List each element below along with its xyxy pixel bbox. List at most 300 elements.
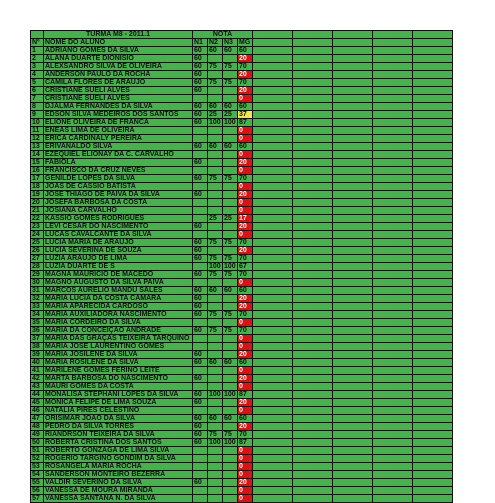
- grade-average[interactable]: 87: [238, 439, 253, 447]
- row-number[interactable]: 36: [31, 327, 44, 335]
- grade-n2[interactable]: [208, 367, 223, 375]
- cell[interactable]: [373, 375, 413, 383]
- cell[interactable]: [373, 199, 413, 207]
- row-number[interactable]: 53: [31, 463, 44, 471]
- student-name[interactable]: LUCIA SEVERINA DE SOUZA: [44, 247, 193, 255]
- cell[interactable]: [333, 151, 373, 159]
- grades-group-header[interactable]: NOTA: [193, 31, 253, 39]
- cell[interactable]: [413, 55, 453, 63]
- grade-n3[interactable]: 75: [223, 311, 238, 319]
- cell[interactable]: [333, 367, 373, 375]
- grade-n3[interactable]: 60: [223, 103, 238, 111]
- row-number[interactable]: 34: [31, 311, 44, 319]
- student-name[interactable]: ROBERTO GONZAGA DE LIMA SILVA: [44, 447, 193, 455]
- grade-n3[interactable]: [223, 183, 238, 191]
- cell[interactable]: [413, 255, 453, 263]
- cell[interactable]: [373, 207, 413, 215]
- cell[interactable]: [253, 455, 293, 463]
- grade-average[interactable]: 60: [238, 143, 253, 151]
- grade-n1[interactable]: [193, 199, 208, 207]
- cell[interactable]: [293, 127, 333, 135]
- row-number[interactable]: 35: [31, 319, 44, 327]
- row-number[interactable]: 27: [31, 255, 44, 263]
- grade-n1[interactable]: 60: [193, 439, 208, 447]
- cell[interactable]: [413, 271, 453, 279]
- cell[interactable]: [333, 439, 373, 447]
- cell[interactable]: [413, 279, 453, 287]
- grade-average[interactable]: 0: [238, 199, 253, 207]
- grade-n2[interactable]: [208, 319, 223, 327]
- grade-n2[interactable]: [208, 383, 223, 391]
- grade-n3[interactable]: [223, 407, 238, 415]
- row-number[interactable]: 57: [31, 495, 44, 503]
- student-name[interactable]: GENILDE LOPES DA SILVA: [44, 175, 193, 183]
- grade-n3[interactable]: [223, 495, 238, 503]
- cell[interactable]: [333, 295, 373, 303]
- cell[interactable]: [413, 207, 453, 215]
- cell[interactable]: [413, 103, 453, 111]
- cell[interactable]: [293, 455, 333, 463]
- grade-average[interactable]: 20: [238, 71, 253, 79]
- grade-average[interactable]: 0: [238, 183, 253, 191]
- grade-n1[interactable]: 60: [193, 71, 208, 79]
- grade-average[interactable]: 70: [238, 311, 253, 319]
- cell[interactable]: [413, 487, 453, 495]
- cell[interactable]: [373, 495, 413, 503]
- grade-n2[interactable]: 100: [209, 263, 221, 270]
- cell[interactable]: [333, 399, 373, 407]
- cell[interactable]: [373, 271, 413, 279]
- cell[interactable]: [373, 247, 413, 255]
- cell[interactable]: [333, 167, 373, 175]
- grade-n1[interactable]: [193, 167, 208, 175]
- grade-n1[interactable]: [193, 127, 208, 135]
- row-number[interactable]: 49: [31, 431, 44, 439]
- grade-average[interactable]: 17: [238, 215, 253, 223]
- cell[interactable]: [253, 439, 293, 447]
- grade-average[interactable]: 60: [238, 47, 253, 55]
- grade-n3[interactable]: 75: [223, 79, 238, 87]
- row-number[interactable]: 22: [31, 215, 44, 223]
- grade-n3[interactable]: [223, 71, 238, 79]
- grade-average[interactable]: 20: [238, 87, 253, 95]
- cell[interactable]: [253, 319, 293, 327]
- grade-n1[interactable]: 60: [193, 119, 208, 127]
- cell[interactable]: [373, 71, 413, 79]
- cell[interactable]: [373, 223, 413, 231]
- grade-n2[interactable]: [208, 95, 223, 103]
- cell[interactable]: [373, 183, 413, 191]
- cell[interactable]: [293, 447, 333, 455]
- cell[interactable]: [293, 231, 333, 239]
- cell[interactable]: [293, 47, 333, 55]
- grade-n2[interactable]: [208, 487, 223, 495]
- grade-average[interactable]: 0: [238, 367, 253, 375]
- row-number[interactable]: 10: [31, 119, 44, 127]
- cell[interactable]: [253, 135, 293, 143]
- grade-average[interactable]: 0: [238, 455, 253, 463]
- row-number[interactable]: 6: [31, 87, 44, 95]
- grade-average[interactable]: 70: [238, 239, 253, 247]
- grade-average[interactable]: 0: [238, 335, 253, 343]
- student-name[interactable]: SANDERSON MONTEIRO BEZERRA: [44, 471, 193, 479]
- grade-average[interactable]: 20: [238, 479, 253, 487]
- grade-n1[interactable]: [193, 447, 208, 455]
- grade-average[interactable]: 87: [238, 119, 253, 127]
- grade-average[interactable]: 20: [238, 399, 253, 407]
- row-number[interactable]: 52: [31, 455, 44, 463]
- grade-n2[interactable]: 100: [209, 391, 221, 398]
- cell[interactable]: [293, 319, 333, 327]
- student-name[interactable]: MONALISA STEPHANI LOPES DA SILVA: [44, 391, 193, 399]
- cell[interactable]: [293, 135, 333, 143]
- grade-n2[interactable]: 75: [208, 255, 223, 263]
- student-name[interactable]: ERICA CARDINALY PEREIRA: [44, 135, 193, 143]
- grade-n2[interactable]: [208, 463, 223, 471]
- grade-average[interactable]: 70: [238, 255, 253, 263]
- cell[interactable]: [373, 487, 413, 495]
- grade-n1[interactable]: 60: [193, 111, 208, 119]
- row-number[interactable]: 50: [31, 439, 44, 447]
- cell[interactable]: [333, 319, 373, 327]
- row-number[interactable]: 42: [31, 375, 44, 383]
- grade-n3[interactable]: 60: [223, 143, 238, 151]
- grade-average[interactable]: 37: [238, 111, 253, 119]
- grade-n1[interactable]: 60: [193, 351, 208, 359]
- cell[interactable]: [293, 279, 333, 287]
- col-header-name[interactable]: NOME DO ALUNO: [44, 39, 193, 47]
- student-name[interactable]: LUCIA MARIA DE ARAUJO: [44, 239, 193, 247]
- cell[interactable]: [333, 351, 373, 359]
- grade-n2[interactable]: [208, 495, 223, 503]
- grade-n1[interactable]: 60: [193, 271, 208, 279]
- col-header-n1[interactable]: N1: [193, 39, 208, 47]
- grade-n2[interactable]: [208, 135, 223, 143]
- cell[interactable]: [333, 183, 373, 191]
- row-number[interactable]: 41: [31, 367, 44, 375]
- cell[interactable]: [413, 239, 453, 247]
- grade-average[interactable]: 60: [238, 415, 253, 423]
- student-name[interactable]: DJALMA FERNANDES DA SILVA: [44, 103, 193, 111]
- grade-average[interactable]: 0: [238, 487, 253, 495]
- cell[interactable]: [373, 311, 413, 319]
- grade-n1[interactable]: [193, 463, 208, 471]
- cell[interactable]: [253, 399, 293, 407]
- cell[interactable]: [333, 47, 373, 55]
- student-name[interactable]: ALEXSANDRO SILVA DE OLIVEIRA: [44, 63, 193, 71]
- row-number[interactable]: 20: [31, 199, 44, 207]
- grade-n1[interactable]: 60: [193, 295, 208, 303]
- cell[interactable]: [373, 143, 413, 151]
- grade-n2[interactable]: 75: [208, 271, 223, 279]
- cell[interactable]: [373, 359, 413, 367]
- student-name[interactable]: VALDIR SEVERINO DA SILVA: [44, 479, 193, 487]
- grade-average[interactable]: 70: [238, 63, 253, 71]
- cell[interactable]: [373, 63, 413, 71]
- grade-n3[interactable]: 100: [224, 391, 236, 398]
- row-number[interactable]: 47: [31, 415, 44, 423]
- cell[interactable]: [293, 71, 333, 79]
- cell[interactable]: [253, 415, 293, 423]
- grade-n1[interactable]: 60: [193, 103, 208, 111]
- grade-n3[interactable]: 25: [223, 215, 238, 223]
- cell[interactable]: [333, 471, 373, 479]
- student-name[interactable]: FABIOLA: [44, 159, 193, 167]
- student-name[interactable]: MARILENE GOMES FERINO LEITE: [44, 367, 193, 375]
- row-number[interactable]: 18: [31, 183, 44, 191]
- grade-n1[interactable]: [193, 183, 208, 191]
- cell[interactable]: [333, 279, 373, 287]
- grade-n1[interactable]: 60: [193, 143, 208, 151]
- cell[interactable]: [253, 407, 293, 415]
- row-number[interactable]: 39: [31, 351, 44, 359]
- cell[interactable]: [333, 415, 373, 423]
- row-number[interactable]: 17: [31, 175, 44, 183]
- row-number[interactable]: 28: [31, 263, 44, 271]
- cell[interactable]: [413, 71, 453, 79]
- cell[interactable]: [413, 479, 453, 487]
- grade-n2[interactable]: [208, 191, 223, 199]
- grade-n1[interactable]: 60: [193, 375, 208, 383]
- class-title[interactable]: TURMA M8 - 2011.1: [44, 31, 193, 39]
- cell[interactable]: [373, 151, 413, 159]
- grade-average[interactable]: 0: [238, 447, 253, 455]
- cell[interactable]: [253, 159, 293, 167]
- student-name[interactable]: MARIA ROSILENE DA SILVA: [44, 359, 193, 367]
- student-name[interactable]: MARIA JOSILENE DA SILVA: [44, 351, 193, 359]
- grade-n2[interactable]: 75: [208, 431, 223, 439]
- grade-n3[interactable]: 60: [223, 359, 238, 367]
- cell[interactable]: [373, 279, 413, 287]
- student-name[interactable]: KASSIO GOMES RODRIGUES: [44, 215, 193, 223]
- student-name[interactable]: LUCAS CAVALCANTE DA SILVA: [44, 231, 193, 239]
- row-number[interactable]: 48: [31, 423, 44, 431]
- cell[interactable]: [253, 31, 293, 39]
- grade-average[interactable]: 70: [238, 271, 253, 279]
- grade-average[interactable]: 60: [238, 287, 253, 295]
- grade-n2[interactable]: 75: [208, 175, 223, 183]
- cell[interactable]: [333, 71, 373, 79]
- row-number[interactable]: 45: [31, 399, 44, 407]
- cell[interactable]: [333, 191, 373, 199]
- cell[interactable]: [373, 431, 413, 439]
- cell[interactable]: [373, 167, 413, 175]
- cell[interactable]: [333, 407, 373, 415]
- student-name[interactable]: ROBERTA CRISTINA DOS SANTOS: [44, 439, 193, 447]
- row-number[interactable]: 23: [31, 223, 44, 231]
- cell[interactable]: [293, 183, 333, 191]
- student-name[interactable]: MARIA LUCIA DA COSTA CAMARA: [44, 295, 193, 303]
- cell[interactable]: [413, 367, 453, 375]
- cell[interactable]: [333, 311, 373, 319]
- cell[interactable]: [293, 111, 333, 119]
- student-name[interactable]: MARIA DA CONCEIÇÃO ANDRADE: [44, 327, 193, 335]
- grade-n3[interactable]: [223, 199, 238, 207]
- cell[interactable]: [413, 359, 453, 367]
- student-name[interactable]: ORISIMAR JOAO DA SILVA: [44, 415, 193, 423]
- grade-average[interactable]: 20: [238, 303, 253, 311]
- row-number[interactable]: 37: [31, 335, 44, 343]
- cell[interactable]: [373, 399, 413, 407]
- cell[interactable]: [413, 175, 453, 183]
- cell[interactable]: [293, 487, 333, 495]
- student-name[interactable]: CRISTIANE SUELI ALVES: [44, 95, 193, 103]
- cell[interactable]: [333, 239, 373, 247]
- cell[interactable]: [253, 231, 293, 239]
- cell[interactable]: [253, 239, 293, 247]
- grade-average[interactable]: 70: [238, 327, 253, 335]
- grade-n3[interactable]: [223, 151, 238, 159]
- student-name[interactable]: JOAS DE CASSIO BATISTA: [44, 183, 193, 191]
- grade-n1[interactable]: 60: [193, 191, 208, 199]
- cell[interactable]: [373, 439, 413, 447]
- student-name[interactable]: FRANCISCO DA CRUZ NEVES: [44, 167, 193, 175]
- grade-n1[interactable]: [193, 383, 208, 391]
- grade-n3[interactable]: [223, 127, 238, 135]
- cell[interactable]: [293, 31, 333, 39]
- grade-average[interactable]: 20: [238, 375, 253, 383]
- cell[interactable]: [293, 295, 333, 303]
- grade-n2[interactable]: [208, 247, 223, 255]
- row-number[interactable]: 56: [31, 487, 44, 495]
- grade-average[interactable]: 0: [238, 231, 253, 239]
- row-number[interactable]: 11: [31, 127, 44, 135]
- grade-n3[interactable]: 75: [223, 431, 238, 439]
- col-header-n2[interactable]: N2: [208, 39, 223, 47]
- student-name[interactable]: LUZIA DUARTE DE S: [44, 263, 193, 271]
- grade-n2[interactable]: [208, 375, 223, 383]
- cell[interactable]: [413, 463, 453, 471]
- student-name[interactable]: ANDERSON PAULO DA ROCHA: [44, 71, 193, 79]
- cell[interactable]: [373, 87, 413, 95]
- cell[interactable]: [333, 343, 373, 351]
- cell[interactable]: [413, 375, 453, 383]
- row-number[interactable]: 14: [31, 151, 44, 159]
- cell[interactable]: [293, 367, 333, 375]
- row-number[interactable]: 2: [31, 55, 44, 63]
- cell[interactable]: [333, 87, 373, 95]
- grade-n2[interactable]: 75: [208, 327, 223, 335]
- cell[interactable]: [373, 119, 413, 127]
- grade-n2[interactable]: 60: [208, 47, 223, 55]
- grade-n3[interactable]: 100: [224, 263, 236, 270]
- cell[interactable]: [253, 271, 293, 279]
- cell[interactable]: [293, 431, 333, 439]
- grade-n1[interactable]: 60: [193, 287, 208, 295]
- grade-n1[interactable]: [193, 279, 208, 287]
- grade-n2[interactable]: [208, 199, 223, 207]
- cell[interactable]: [253, 391, 293, 399]
- cell[interactable]: [373, 175, 413, 183]
- cell[interactable]: [333, 423, 373, 431]
- row-number[interactable]: 43: [31, 383, 44, 391]
- cell[interactable]: [293, 351, 333, 359]
- cell[interactable]: [293, 143, 333, 151]
- student-name[interactable]: VANESSA DE MOURA MIRANDA: [44, 487, 193, 495]
- cell[interactable]: [413, 391, 453, 399]
- student-name[interactable]: MARIA AUXILIADORA NASCIMENTO: [44, 311, 193, 319]
- cell[interactable]: [373, 31, 413, 39]
- grade-average[interactable]: 0: [238, 95, 253, 103]
- row-number[interactable]: 32: [31, 295, 44, 303]
- cell[interactable]: [333, 303, 373, 311]
- grade-n3[interactable]: [223, 247, 238, 255]
- cell[interactable]: [293, 215, 333, 223]
- cell[interactable]: [293, 495, 333, 503]
- cell[interactable]: [333, 63, 373, 71]
- grade-n1[interactable]: 60: [193, 431, 208, 439]
- cell[interactable]: [373, 447, 413, 455]
- grade-n3[interactable]: 60: [223, 47, 238, 55]
- grade-n1[interactable]: [193, 151, 208, 159]
- cell[interactable]: [253, 103, 293, 111]
- cell[interactable]: [253, 303, 293, 311]
- student-name[interactable]: EZEQUIEL ELIONAY DA C. CARVALHO: [44, 151, 193, 159]
- row-number[interactable]: 25: [31, 239, 44, 247]
- grade-n1[interactable]: 60: [193, 391, 208, 399]
- grade-n2[interactable]: 75: [208, 63, 223, 71]
- grade-n1[interactable]: [193, 135, 208, 143]
- cell[interactable]: [373, 159, 413, 167]
- cell[interactable]: [413, 151, 453, 159]
- grade-n3[interactable]: [223, 351, 238, 359]
- cell[interactable]: [253, 183, 293, 191]
- row-number[interactable]: 16: [31, 167, 44, 175]
- cell[interactable]: [333, 375, 373, 383]
- cell[interactable]: [253, 343, 293, 351]
- cell[interactable]: [253, 127, 293, 135]
- cell[interactable]: [253, 447, 293, 455]
- grade-average[interactable]: 0: [238, 127, 253, 135]
- cell[interactable]: [293, 263, 333, 271]
- grade-n1[interactable]: 60: [193, 63, 208, 71]
- row-number[interactable]: 4: [31, 71, 44, 79]
- grade-n3[interactable]: [223, 279, 238, 287]
- grade-n3[interactable]: [223, 399, 238, 407]
- grade-n2[interactable]: 25: [208, 215, 223, 223]
- cell[interactable]: [293, 439, 333, 447]
- cell[interactable]: [293, 303, 333, 311]
- grade-average[interactable]: 0: [238, 407, 253, 415]
- cell[interactable]: [253, 279, 293, 287]
- grade-n2[interactable]: [208, 71, 223, 79]
- cell[interactable]: [293, 223, 333, 231]
- student-name[interactable]: ROGERIO TARGINO GONDIM DA SILVA: [44, 455, 193, 463]
- cell[interactable]: [253, 487, 293, 495]
- cell[interactable]: [413, 223, 453, 231]
- grade-n1[interactable]: 60: [193, 159, 208, 167]
- cell[interactable]: [333, 335, 373, 343]
- cell[interactable]: [413, 231, 453, 239]
- cell[interactable]: [413, 495, 453, 503]
- cell[interactable]: [373, 479, 413, 487]
- cell[interactable]: [373, 303, 413, 311]
- grade-n1[interactable]: 60: [193, 239, 208, 247]
- grade-n2[interactable]: [208, 87, 223, 95]
- cell[interactable]: [413, 343, 453, 351]
- cell[interactable]: [373, 391, 413, 399]
- student-name[interactable]: MARIA DAS GRAÇAS TEIXEIRA TARQUINO: [44, 335, 193, 343]
- grade-n1[interactable]: [193, 343, 208, 351]
- cell[interactable]: [293, 159, 333, 167]
- grade-n1[interactable]: 60: [193, 255, 208, 263]
- cell[interactable]: [293, 375, 333, 383]
- cell[interactable]: [373, 319, 413, 327]
- grade-n3[interactable]: 75: [223, 271, 238, 279]
- cell[interactable]: [293, 119, 333, 127]
- grade-n2[interactable]: [208, 223, 223, 231]
- grade-n1[interactable]: [193, 471, 208, 479]
